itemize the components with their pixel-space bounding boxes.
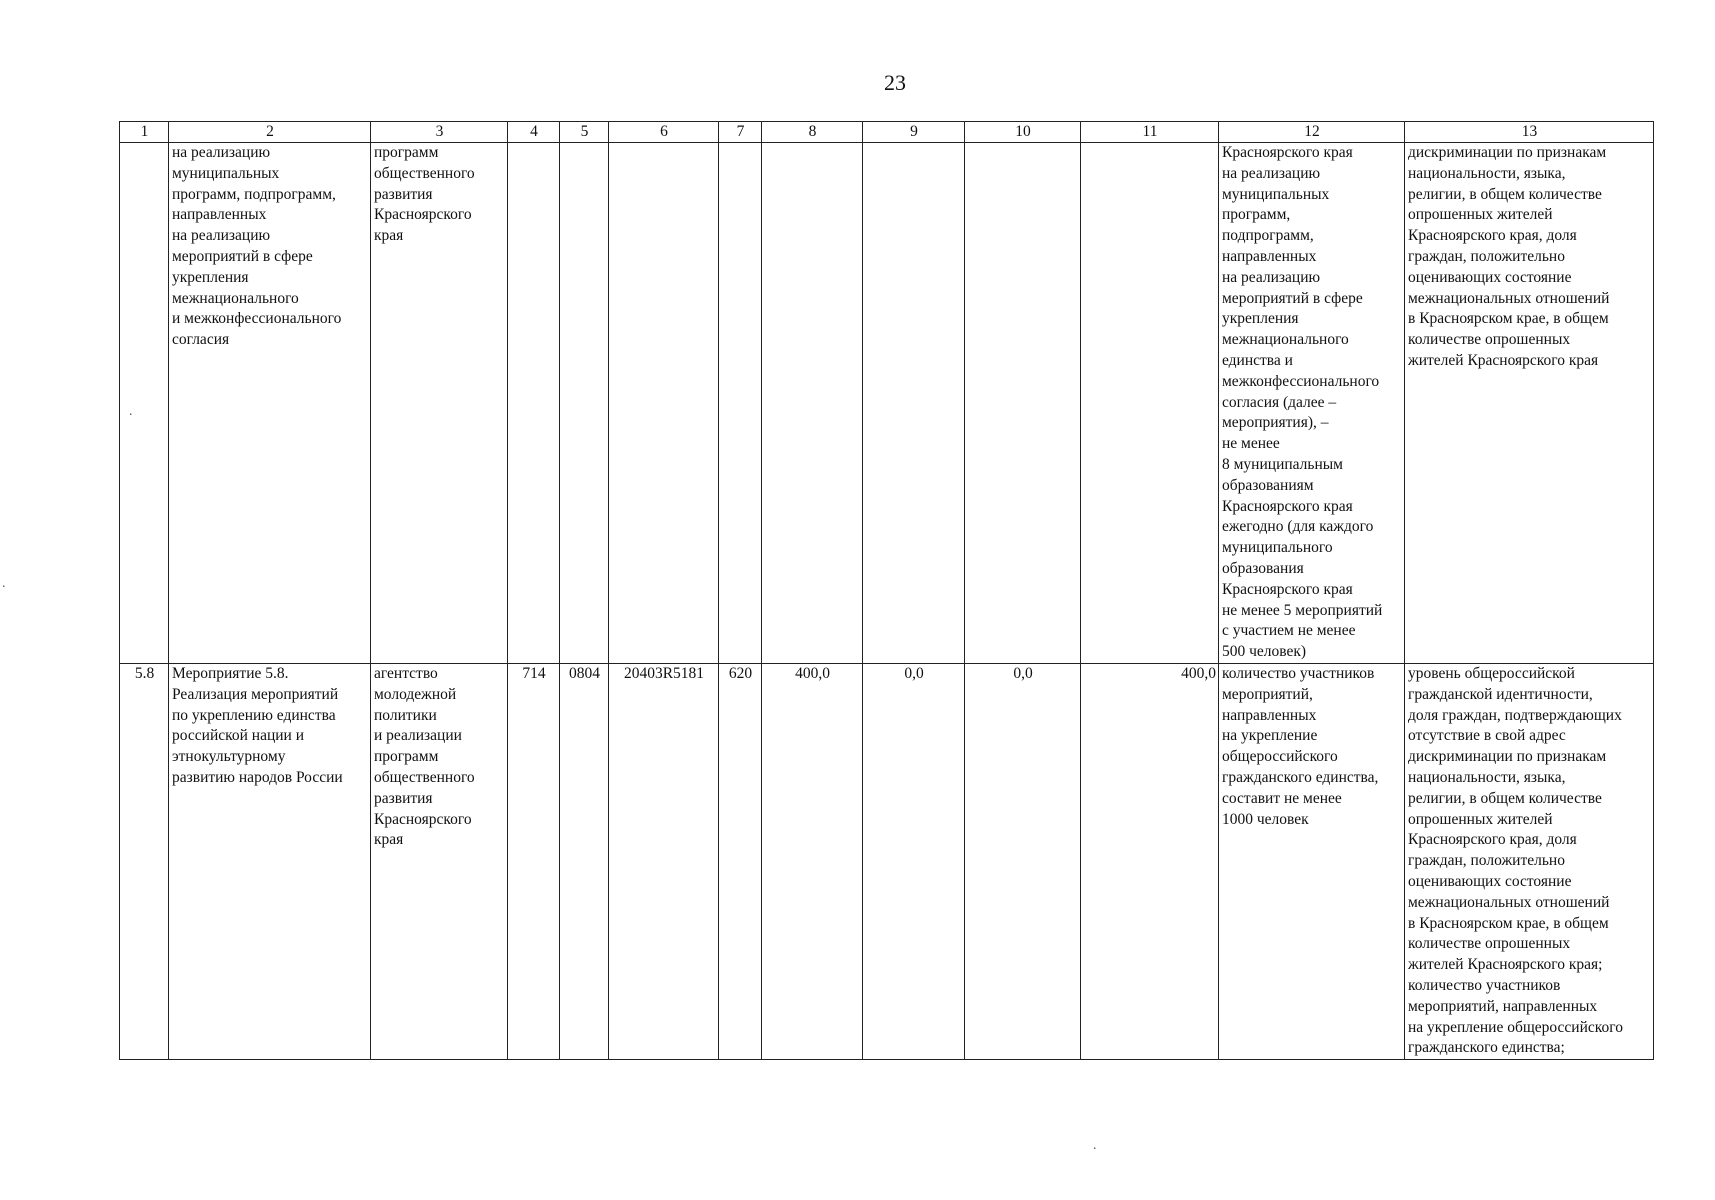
table-cell-csr: 20403R5181	[609, 664, 719, 1060]
table-cell-amount	[762, 143, 863, 664]
column-number: 8	[762, 122, 863, 143]
table-cell-vr	[719, 143, 762, 664]
column-number: 1	[120, 122, 169, 143]
column-number: 6	[609, 122, 719, 143]
table-cell-administrator: программ общественного развития Красноярского края	[371, 143, 508, 664]
table-cell-number: 5.8	[120, 664, 169, 1060]
budget-measures-table	[119, 121, 1654, 1060]
table-cell-grbs: 714	[508, 664, 560, 1060]
column-number: 3	[371, 122, 508, 143]
column-number: 7	[719, 122, 762, 143]
table-cell-measure-name: Мероприятие 5.8. Реализация мероприятий по укреплению единства российской нации и этнокультурному развитию народов России	[169, 664, 371, 1060]
table-cell-indicator: уровень общероссийской гражданской идентичности, доля граждан, подтверждающих отсутствие в свой адрес дискриминации по признакам национальности, языка, религии, в общем количестве опрошенных жителей Красноярского края, доля граждан, положительно оценивающих состояние межнациональных отношений в Красноярском крае, в общем количестве опрошенных жителей Красноярского края; количество участников мероприятий, направленных на укрепление общероссийского гражданского единства;	[1405, 664, 1654, 1060]
column-number: 13	[1405, 122, 1654, 143]
page-number: 23	[884, 70, 906, 95]
column-number: 12	[1219, 122, 1405, 143]
column-number: 2	[169, 122, 371, 143]
table-cell-vr: 620	[719, 664, 762, 1060]
column-number-row	[120, 122, 1654, 143]
table-cell-amount: 400,0	[762, 664, 863, 1060]
table-cell-rzpr: 0804	[560, 664, 609, 1060]
table-cell-csr	[609, 143, 719, 664]
table-cell-expected-result: количество участников мероприятий, направленных на укрепление общероссийского гражданского единства, составит не менее 1000 человек	[1219, 664, 1405, 1060]
column-number: 4	[508, 122, 560, 143]
table-row-continuation	[120, 143, 1654, 664]
scan-speck: .	[129, 404, 133, 419]
table-cell-amount	[965, 143, 1081, 664]
table-cell-expected-result: Красноярского края на реализацию муниципальных программ, подпрограмм, направленных на реализацию мероприятий в сфере укрепления межнационального единства и межконфессионального согласия (далее – мероприятия), – не менее 8 муниципальным образованиям Красноярского края ежегодно (для каждого муниципального образования Красноярского края не менее 5 мероприятий с участием не менее 500 человек)	[1219, 143, 1405, 664]
table-cell-amount-total: 400,0	[1081, 664, 1219, 1060]
table-cell-rzpr	[560, 143, 609, 664]
table-cell-indicator: дискриминации по признакам национальности, языка, религии, в общем количестве опрошенных жителей Красноярского края, доля граждан, положительно оценивающих состояние межнациональных отношений в Красноярском крае, в общем количестве опрошенных жителей Красноярского края	[1405, 143, 1654, 664]
table-cell-amount	[863, 143, 965, 664]
table-row-5-8	[120, 664, 1654, 1060]
table-cell-number	[120, 143, 169, 664]
column-number: 11	[1081, 122, 1219, 143]
table-cell-administrator: агентство молодежной политики и реализации программ общественного развития Красноярского края	[371, 664, 508, 1060]
column-number: 5	[560, 122, 609, 143]
table-cell-amount: 0,0	[965, 664, 1081, 1060]
scan-speck: .	[2, 576, 6, 591]
table-cell-grbs	[508, 143, 560, 664]
table-cell-measure-name: на реализацию муниципальных программ, подпрограмм, направленных на реализацию мероприятий в сфере укрепления межнационального и межконфессионального согласия	[169, 143, 371, 664]
table-cell-amount-total	[1081, 143, 1219, 664]
table-cell-amount: 0,0	[863, 664, 965, 1060]
column-number: 9	[863, 122, 965, 143]
column-number: 10	[965, 122, 1081, 143]
scan-speck: .	[1093, 1138, 1097, 1153]
